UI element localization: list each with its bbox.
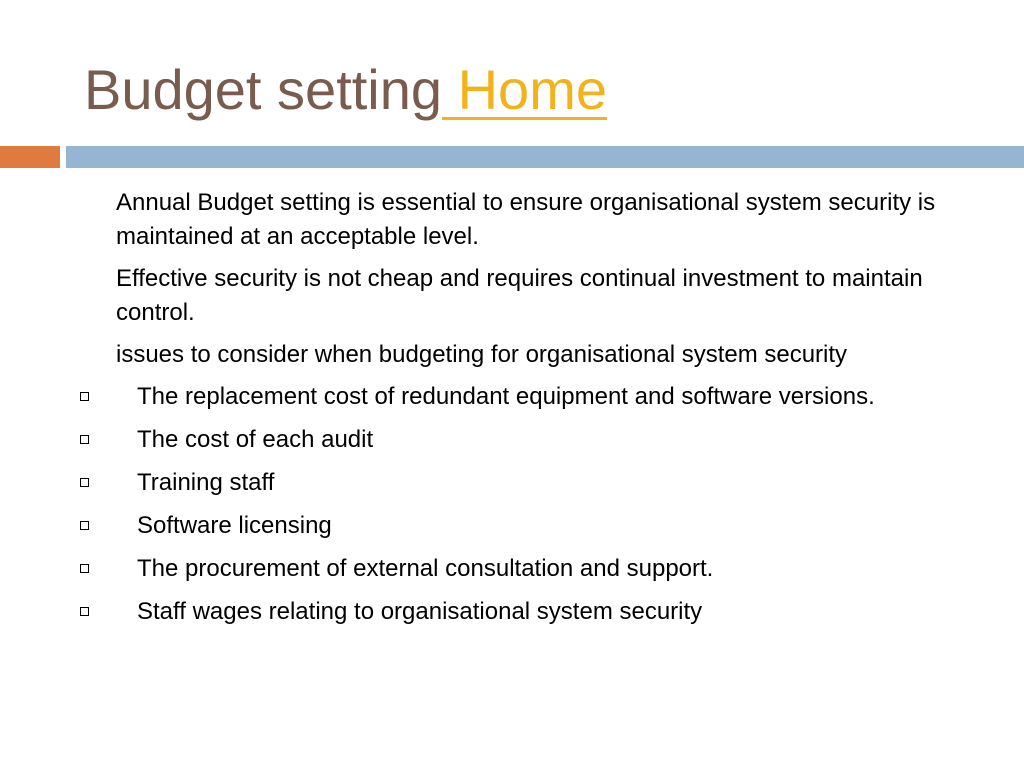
- list-item-text: The replacement cost of redundant equipment and software versions.: [137, 383, 875, 410]
- list-item: [0, 466, 1024, 500]
- list-item: [0, 380, 1024, 414]
- title-text: Budget setting: [84, 58, 443, 121]
- list-item-text: Software licensing: [137, 512, 332, 539]
- paragraph: issues to consider when budgeting for organisational system security: [116, 341, 848, 368]
- hollow-square-bullet-icon: [80, 521, 89, 530]
- slide-body: [0, 186, 1024, 638]
- paragraph: Effective security is not cheap and requires continual investment to maintain control.: [116, 265, 923, 326]
- paragraph: Annual Budget setting is essential to ensure organisational system security is maintained at an acceptable level.: [116, 189, 936, 250]
- hollow-square-bullet-icon: [80, 607, 89, 616]
- list-item-text: Staff wages relating to organisational system security: [137, 598, 703, 625]
- accent-bar-orange: [0, 146, 60, 168]
- hollow-square-bullet-icon: [80, 564, 89, 573]
- list-item-text: The cost of each audit: [137, 426, 374, 453]
- hollow-square-bullet-icon: [80, 392, 89, 401]
- list-item: [0, 423, 1024, 457]
- list-item: [0, 595, 1024, 629]
- home-link[interactable]: Home: [442, 58, 607, 121]
- hollow-square-bullet-icon: [80, 435, 89, 444]
- list-item-text: The procurement of external consultation and support.: [137, 555, 714, 582]
- list-item: [0, 509, 1024, 543]
- accent-bar-blue: [66, 146, 1024, 168]
- slide-title: [84, 56, 607, 124]
- list-item: [0, 552, 1024, 586]
- hollow-square-bullet-icon: [80, 478, 89, 487]
- list-item-text: Training staff: [137, 469, 275, 496]
